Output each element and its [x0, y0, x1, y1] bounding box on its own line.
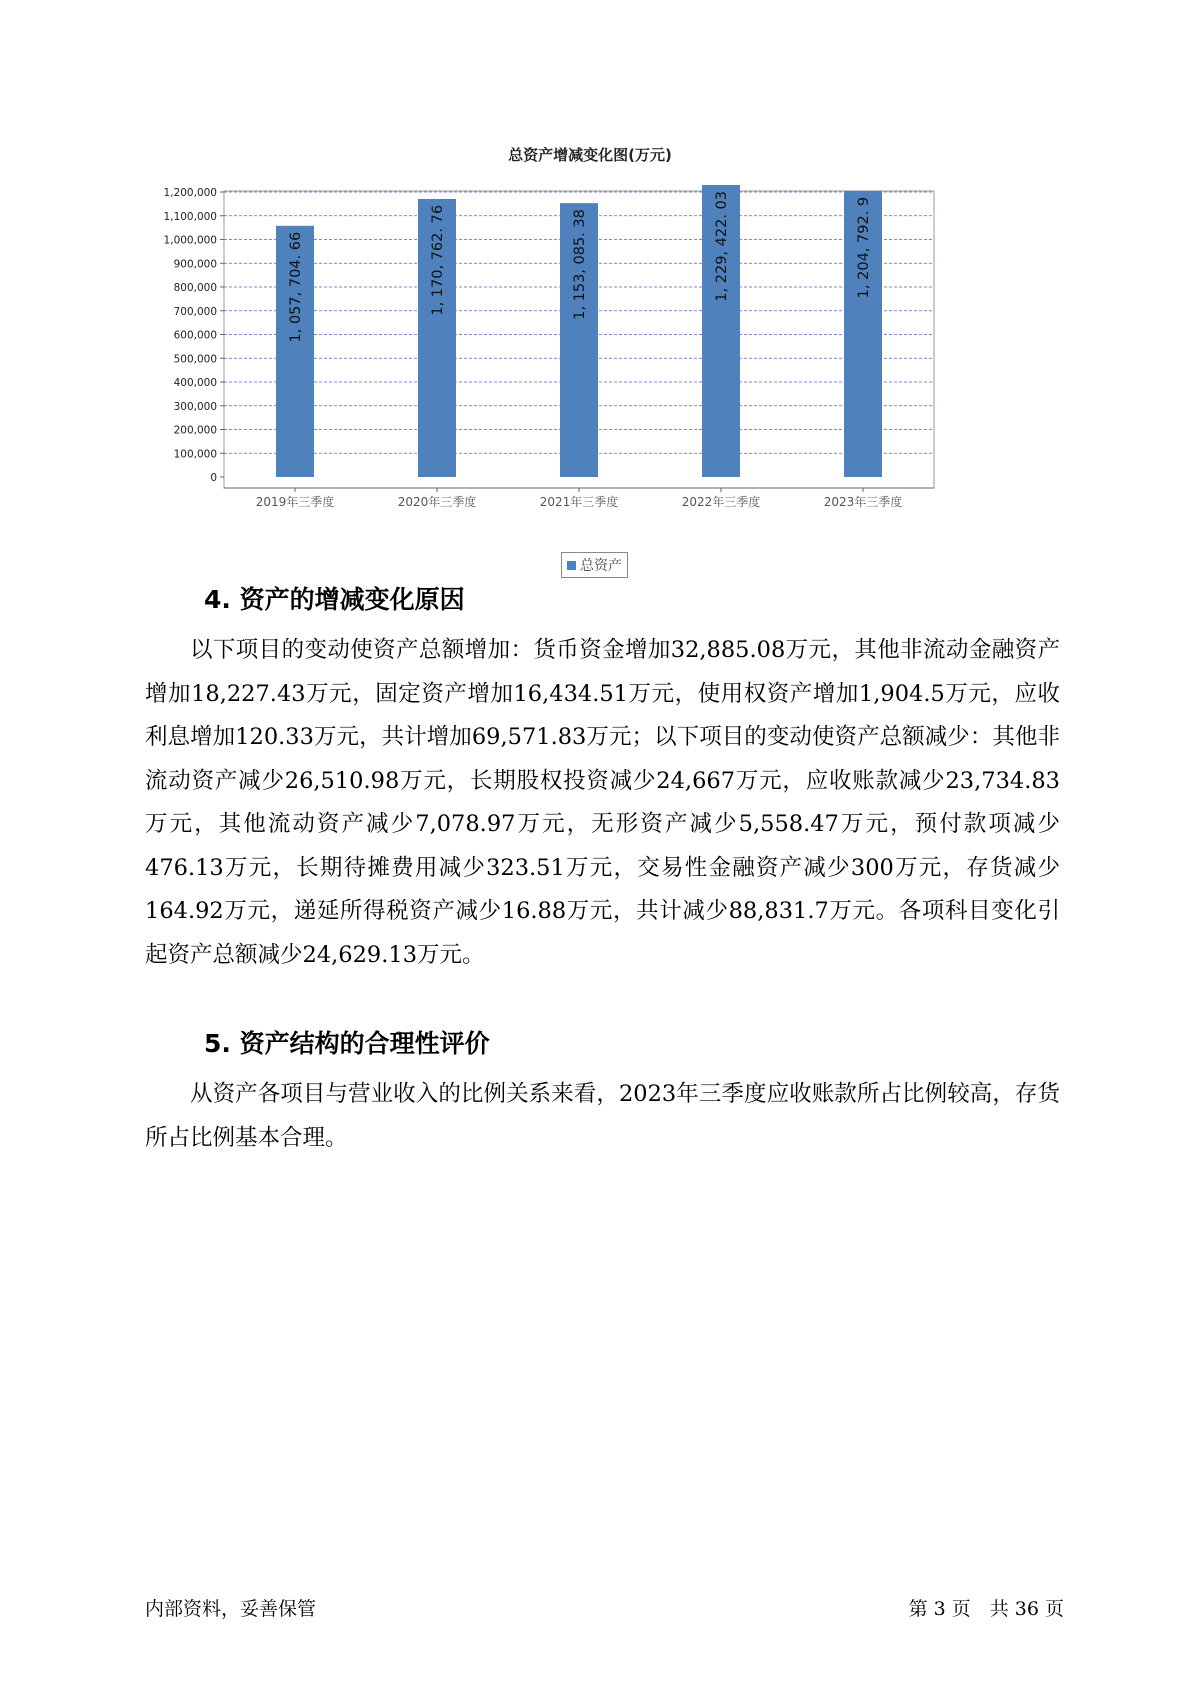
y-tick-label: 900,000: [173, 258, 217, 271]
y-tick-label: 300,000: [173, 400, 217, 413]
footer-confidential-note: 内部资料，妥善保管: [145, 1598, 317, 1620]
bar-value-label: 1, 170, 762. 76: [430, 204, 446, 316]
bar-value-label: 1, 153, 085. 38: [572, 209, 588, 320]
total-assets-chart: [150, 140, 1030, 600]
y-tick-label: 500,000: [173, 353, 217, 366]
chart-legend: [561, 552, 628, 578]
section-5-paragraph: 从资产各项目与营业收入的比例关系来看，2023年三季度应收账款所占比例较高，存货所占比例基本合理。: [145, 1081, 1060, 1151]
y-tick-label: 100,000: [173, 448, 217, 461]
chart-plot: [150, 140, 1030, 540]
chart-title: 总资产增减变化图(万元): [508, 146, 672, 164]
section-4-heading: 4. 资产的增减变化原因: [204, 585, 465, 614]
bar-value-label: 1, 204, 792. 9: [856, 196, 872, 299]
x-tick-label: 2021年三季度: [539, 495, 619, 509]
section-5-heading: 5. 资产结构的合理性评价: [204, 1029, 490, 1058]
y-tick-label: 400,000: [173, 377, 217, 389]
y-tick-label: 1,000,000: [163, 234, 217, 247]
y-tick-label: 1,100,000: [163, 210, 217, 223]
bar-value-label: 1, 057, 704. 66: [288, 231, 304, 343]
y-tick-label: 200,000: [173, 424, 217, 437]
legend-swatch: [567, 561, 576, 570]
x-tick-label: 2019年三季度: [255, 495, 335, 509]
y-tick-label: 1,200,000: [163, 187, 217, 199]
bar-value-label: 1, 229, 422. 03: [714, 191, 730, 302]
y-tick-label: 0: [210, 472, 217, 484]
x-tick-label: 2020年三季度: [397, 495, 477, 509]
section-4-paragraph: 以下项目的变动使资产总额增加：货币资金增加32,885.08万元，其他非流动金融资产增加18,227.43万元，固定资产增加16,434.51万元，使用权资产增加1,904.5万元，应收利息增加120.33万元，共计增加69,571.83万元；以下项目的变动使资产总额减少：其他非流动资产减少26,510.98万元，长期股权投资减少24,667万元，应收账款减少23,734.83万元，其他流动资产减少7,078.97万元，无形资产减少5,558.47万元，预付款项减少476.13万元，长期待摊费用减少323.51万元，交易性金融资产减少300万元，存货减少164.92万元，递延所得税资产减少16.88万元，共计减少88,831.7万元。各项科目变化引起资产总额减少24,629.13万元。: [145, 637, 1060, 968]
x-tick-label: 2023年三季度: [823, 495, 903, 509]
y-tick-label: 600,000: [173, 329, 217, 342]
legend-label: 总资产: [580, 558, 622, 574]
y-tick-label: 800,000: [173, 282, 217, 294]
x-tick-label: 2022年三季度: [681, 495, 761, 509]
footer-page-number: 第 3 页 共 36 页: [908, 1598, 1064, 1620]
y-tick-label: 700,000: [173, 305, 217, 318]
